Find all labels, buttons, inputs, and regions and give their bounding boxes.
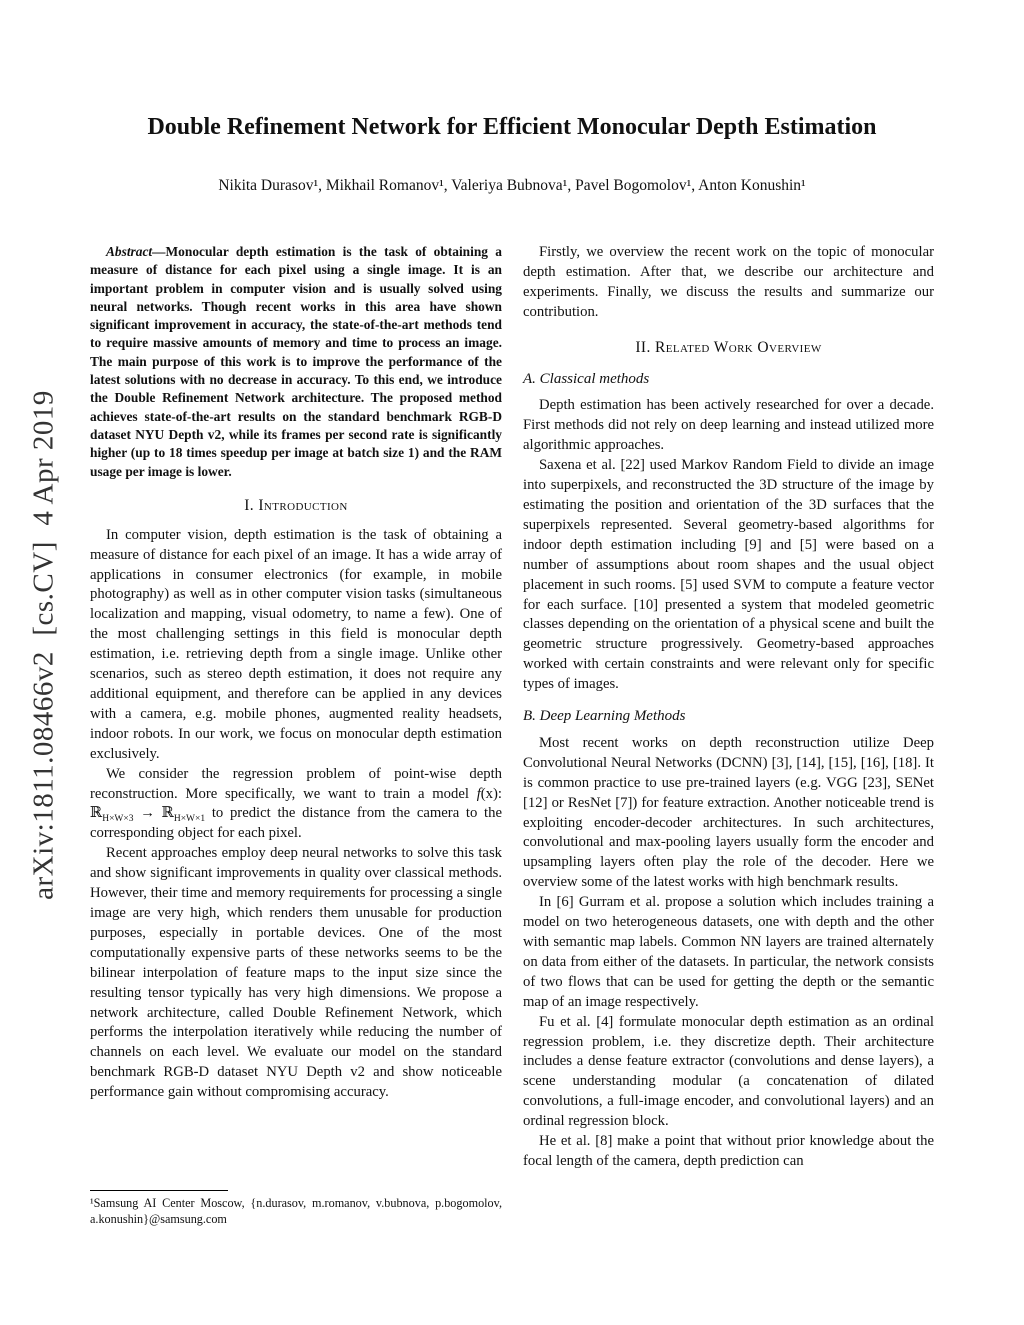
overview-paragraph: Firstly, we overview the recent work on the topic of monocular depth estimation. After that, we describe our architecture and experiments. Finally, we discuss the results and summarize our contribution. — [523, 244, 934, 320]
author-footnote — [90, 1190, 502, 1227]
text-run: to predict the distance from the camera to the corresponding object for each pixel. — [90, 805, 502, 842]
intro-paragraph-2-with-math — [90, 765, 502, 845]
math-function-f: f — [476, 785, 481, 802]
math-domain: (x): ℝ — [90, 785, 502, 822]
abstract-text: Monocular depth estimation is the task of obtaining a measure of distance for each pixel using a single image. It is an important problem in computer vision and is usually solved using neural networks. Though recent works in this area have shown significant improvement in accuracy, the state-of-the-art methods tend to require massive amounts of memory and time to process an image. The main purpose of this work is to improve the performance of the latest solutions with no decrease in accuracy. To this end, we introduce the Double Refinement Network architecture. The proposed method achieves state-of-the-art results on the standard benchmark RGB-D dataset NYU Depth v2, while its frames per second rate is significantly higher (up to 18 times speedup per image at batch size 1) and the RAM usage per image is lower. — [90, 244, 502, 479]
arxiv-watermark: arXiv:1811.08466v2 [cs.CV] 4 Apr 2019 — [27, 390, 60, 900]
section-heading-introduction: I. Introduction — [244, 496, 348, 514]
deep-learning-paragraph-4: He et al. [8] make a point that without prior knowledge about the focal length of the camera, depth prediction can — [523, 1133, 934, 1169]
math-arrow: → ℝ — [133, 805, 174, 822]
classical-paragraph-1: Depth estimation has been actively researched for over a decade. First methods did not rely on deep learning and instead utilized more algorithmic approaches. — [523, 397, 934, 454]
paper-title: Double Refinement Network for Efficient Monocular Depth Estimation — [147, 114, 877, 140]
intro-paragraph-1: In computer vision, depth estimation is the task of obtaining a measure of distance for each pixel of an image. It has a wide array of applications in consumer electronics (for example, in mobile photography) as well as in other computer vision tasks (simultaneous localization and mapping, visual odometry, to name a few). One of the most challenging settings in this field is monocular depth estimation, i.e. retrieving depth from a single image. Unlike other scenarios, such as stereo depth estimation, it does not require any additional equipment, and therefore can be applied in any devices with a camera, e.g. mobile phones, augmented reality headsets, indoor robots. In our work, we focus on monocular depth estimation exclusively. — [90, 526, 502, 762]
deep-learning-paragraph-1: Most recent works on depth reconstruction utilize Deep Convolutional Neural Networks (DCNN) [3], [14], [15], [16], [18]. It is common practice to use pre-trained layers (e.g. VGG [23], SENet [12] or ResNet [7]) for feature extraction. Another noticeable trend is exploiting encoder-decoder architectures. In such architectures, convolutional and max-pooling layers usually form the encoder and upsampling layers often play the role of the decoder. Here we overview some of the latest works with high benchmark results. — [523, 734, 934, 891]
text-run: We consider the regression problem of point-wise depth reconstruction. More specifically, we want to train a model — [90, 765, 502, 802]
left-column — [90, 243, 502, 1103]
deep-learning-paragraph-3: Fu et al. [4] formulate monocular depth estimation as an ordinal regression problem, i.e. they discretize depth. Their architecture includes a dense feature extractor (convolutions and dense layers), a scene understanding modular (a concatenation of dilated convolutions, a full-image encoder, and convolutional layers) and an ordinal regression block. — [523, 1013, 934, 1130]
subsection-heading-deep-learning: B. Deep Learning Methods — [523, 708, 686, 725]
math-subscript-output: H×W×1 — [173, 814, 206, 825]
intro-paragraph-3: Recent approaches employ deep neural networks to solve this task and show significant improvements in quality over classical methods. However, their time and memory requirements for processing a single image are very high, which renders them unusable for production purposes, especially in portable devices. One of the most computationally expensive parts of these networks seems to be the bilinear interpolation of feature maps to the input size since the resulting tensor typically has very high dimensions. We propose a network architecture, called Double Refinement Network, which performs the interpolation iteratively while reducing the number of channels on each level. We evaluate our model on the standard benchmark RGB-D dataset NYU Depth v2 and show noticeable performance gain without compromising accuracy. — [90, 845, 502, 1101]
math-subscript-input: H×W×3 — [102, 814, 134, 825]
right-column — [523, 243, 934, 1172]
footnote-rule — [90, 1190, 228, 1191]
classical-paragraph-2: Saxena et al. [22] used Markov Random Field to divide an image into superpixels, and reconstructed the 3D structure of the image by estimating the position and orientation of the 3D surfaces that the superpixels represented. Several geometry-based algorithms for indoor depth estimation including [9] and [5] were based on a number of assumptions about room shapes and the usual object placement in such rooms. [5] used SVM to compute a feature vector for each surface. [10] presented a system that modeled geometric classes depending on the orientation of a physical scene and built the geometric structure progressively. Geometry-based approaches worked with certain constraints and were relevant only for specific types of images. — [523, 457, 934, 693]
paper-authors: Nikita Durasov¹, Mikhail Romanov¹, Valeriya Bubnova¹, Pavel Bogomolov¹, Anton Konushin¹ — [218, 177, 806, 194]
abstract-label: Abstract— — [106, 244, 166, 259]
abstract-paragraph — [90, 243, 502, 481]
footnote-text: ¹Samsung AI Center Moscow, {n.durasov, m.romanov, v.bubnova, p.bogomolov, a.konushin}@samsung.com — [90, 1196, 502, 1226]
deep-learning-paragraph-2: In [6] Gurram et al. propose a solution which includes training a model on two heterogeneous datasets, one with depth and the other with semantic map labels. Common NN layers are trained alternately on data from either of the datasets. In particular, the network consists of two flows that can be used for getting the depth or the semantic map of an image respectively. — [523, 894, 934, 1010]
section-heading-related-work: II. Related Work Overview — [635, 338, 822, 356]
subsection-heading-classical-methods: A. Classical methods — [523, 370, 650, 387]
